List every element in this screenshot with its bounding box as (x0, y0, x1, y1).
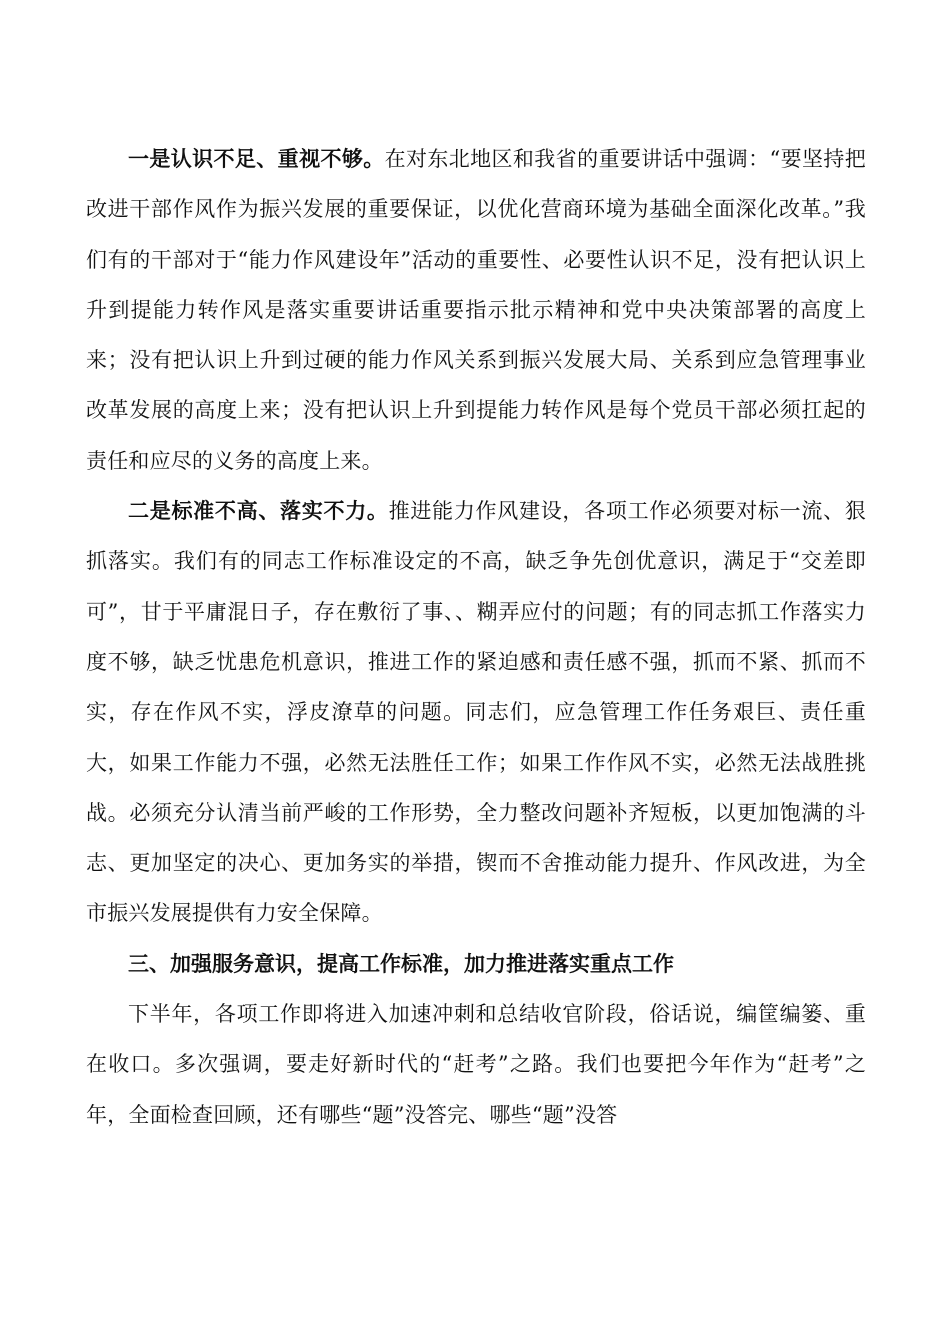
paragraph-awareness (86, 134, 866, 486)
paragraph-standards (86, 486, 866, 939)
paragraph-closing: 下半年，各项工作即将进入加速冲刺和总结收官阶段，俗话说，编筐编篓、重在收口。多次强调，要走好新时代的“赶考”之路。我们也要把今年作为“赶考”之年，全面检查回顾，还有哪些“题”没答完、哪些“题”没答 (86, 1002, 866, 1127)
document-page (86, 134, 866, 1140)
paragraph-text: 推进能力作风建设，各项工作必须要对标一流、狠抓落实。我们有的同志工作标准设定的不高，缺乏争先创优意识，满足于“交差即可”，甘于平庸混日子，存在敷衍了事、、糊弄应付的问题；有的同志抓工作落实力度不够，缺乏忧患危机意识，推进工作的紧迫感和责任感不强，抓而不紧、抓而不实，存在作风不实，浮皮潦草的问题。同志们，应急管理工作任务艰巨、责任重大，如果工作能力不强，必然无法胜任工作；如果工作作风不实，必然无法战胜挑战。必须充分认清当前严峻的工作形势，全力整改问题补齐短板，以更加饱满的斗志、更加坚定的决心、更加务实的举措，锲而不舍推动能力提升、作风改进，为全市振兴发展提供有力安全保障。 (86, 499, 866, 926)
paragraph-lead: 一是认识不足、重视不够。 (128, 146, 385, 171)
paragraph-text: 在对东北地区和我省的重要讲话中强调：“要坚持把改进干部作风作为振兴发展的重要保证，以优化营商环境为基础全面深化改革。”我们有的干部对于“能力作风建设年”活动的重要性、必要性认识不足，没有把认识上升到提能力转作风是落实重要讲话重要指示批示精神和党中央决策部署的高度上来；没有把认识上升到过硬的能力作风关系到振兴发展大局、关系到应急管理事业改革发展的高度上来；没有把认识上升到提能力转作风是每个党员干部必须扛起的责任和应尽的义务的高度上来。 (86, 147, 866, 473)
section-heading: 三、加强服务意识，提高工作标准，加力推进落实重点工作 (128, 950, 674, 976)
paragraph-lead: 二是标准不高、落实不力。 (128, 498, 389, 524)
